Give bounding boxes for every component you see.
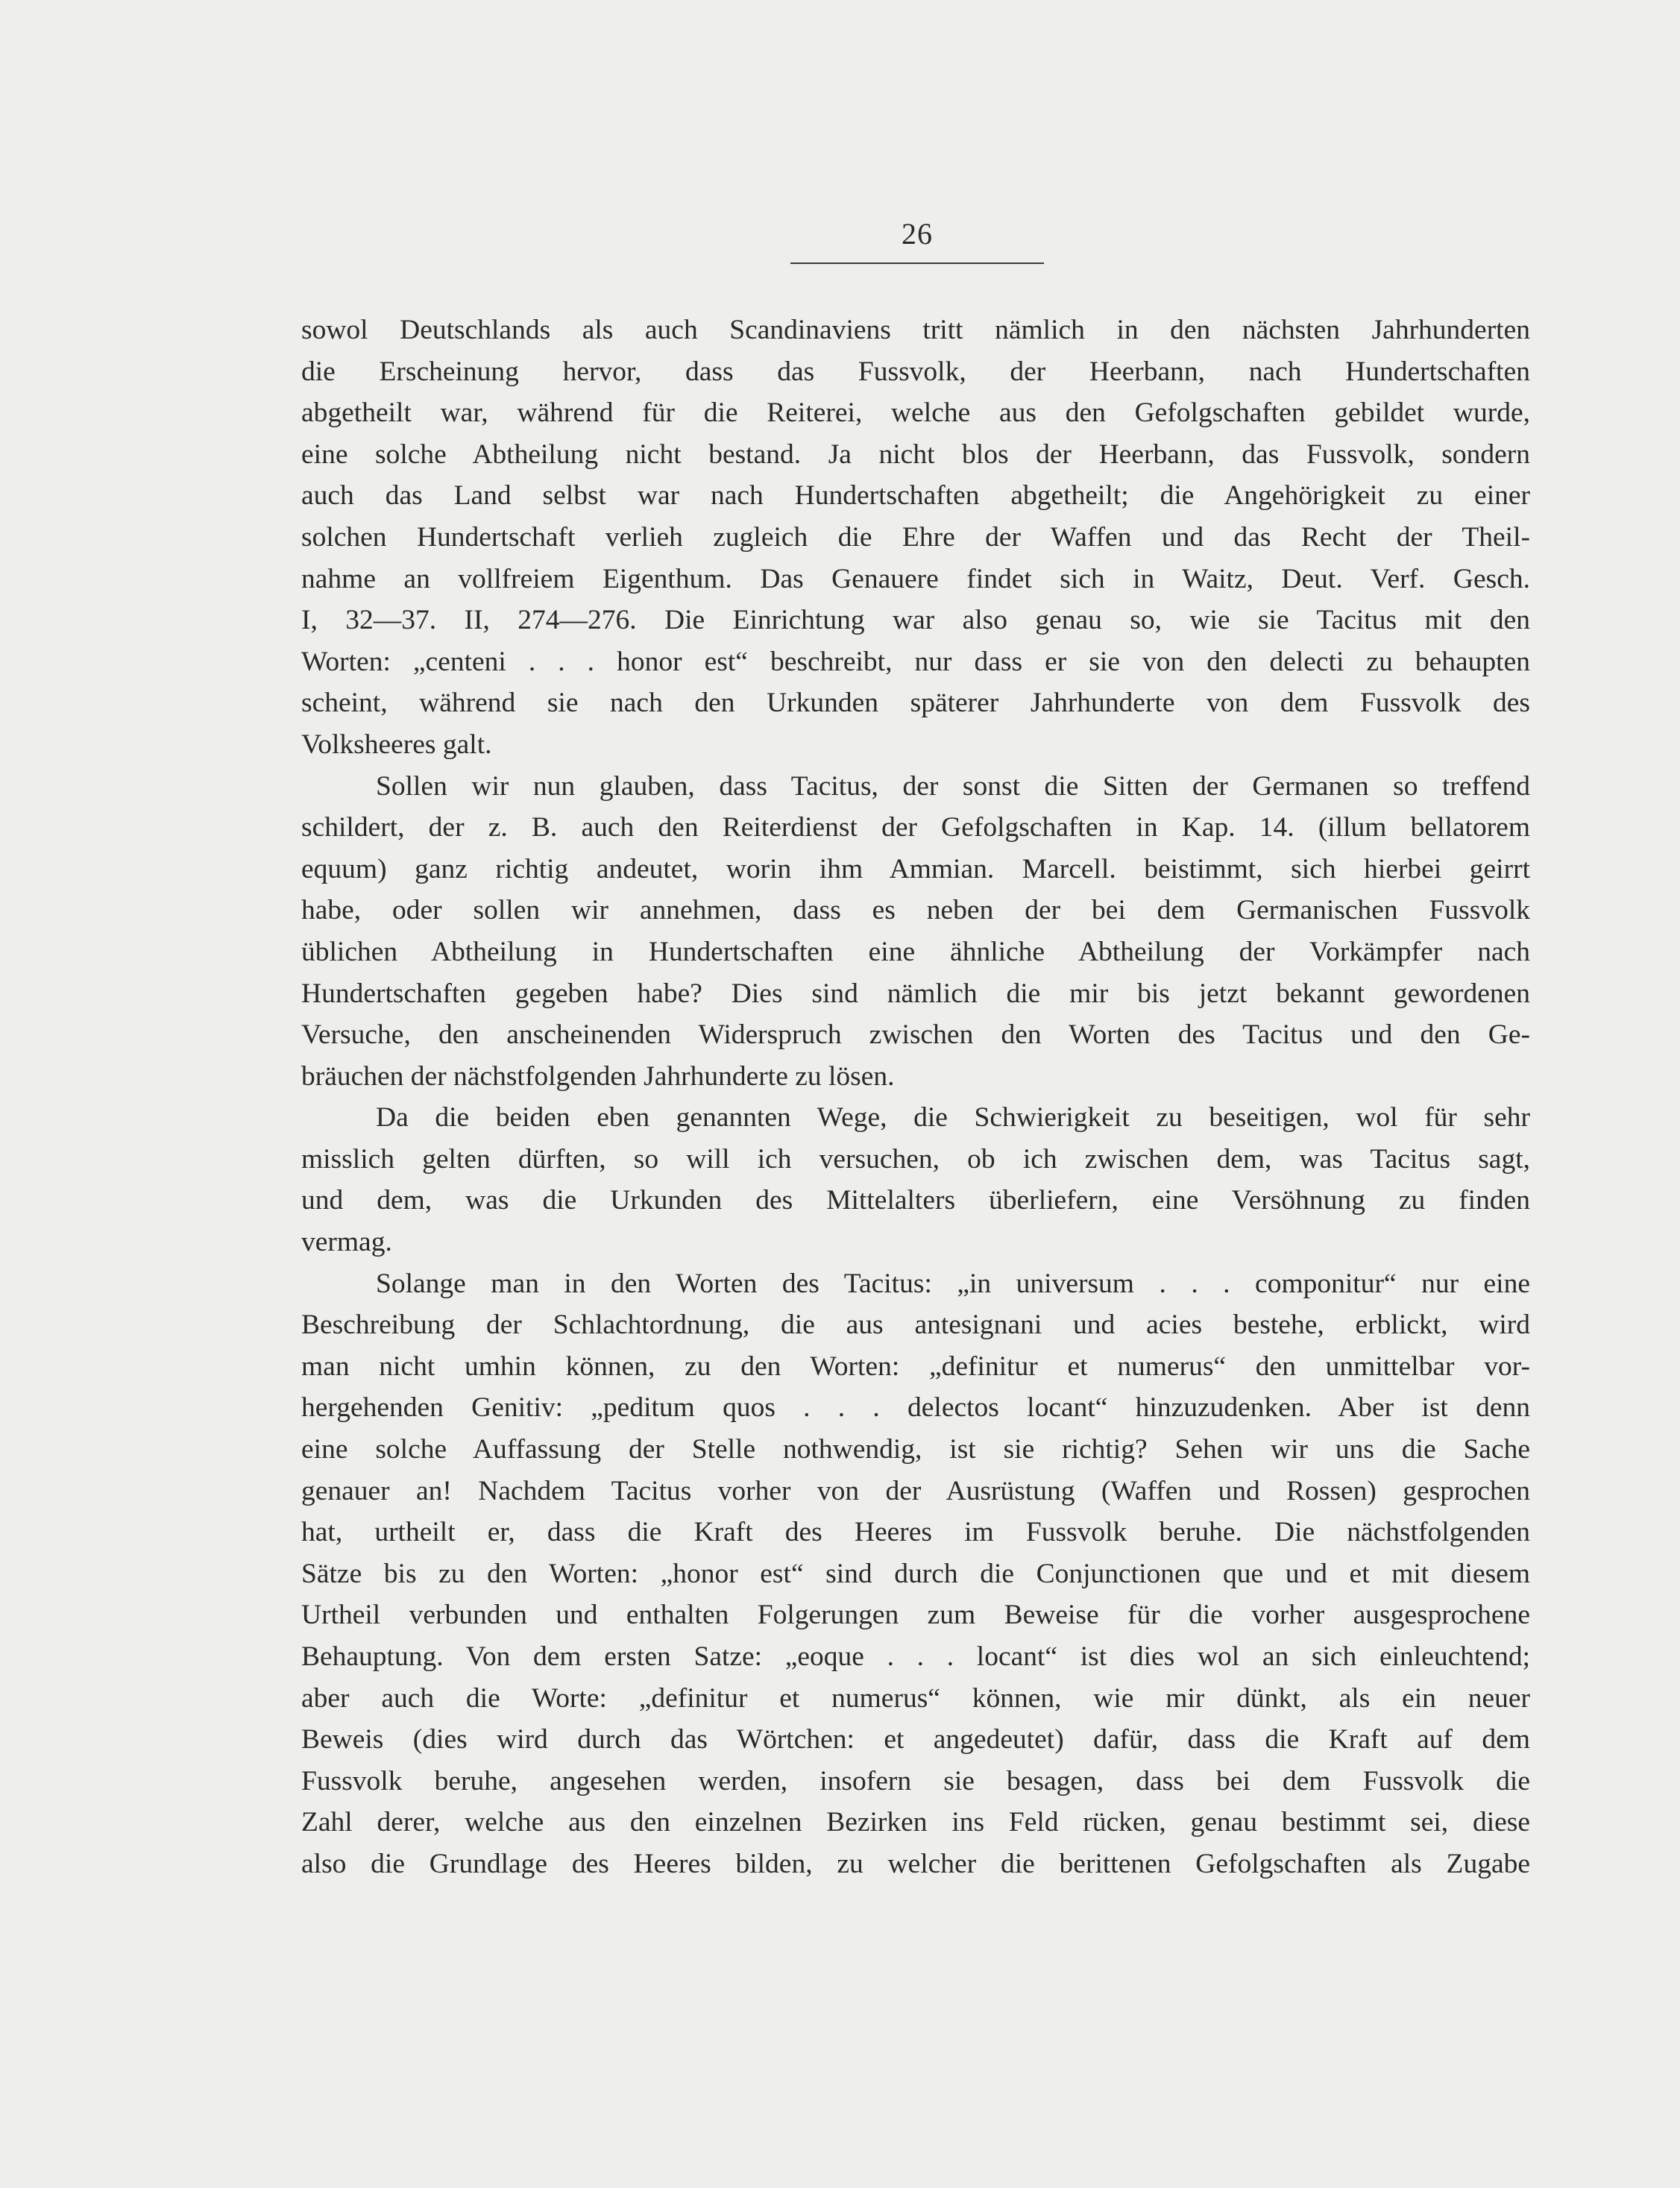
header-rule (790, 263, 1044, 264)
text-line: nahme an vollfreiem Eigenthum. Das Genauere findet sich in Waitz, Deut. Verf. Gesch. (301, 563, 1530, 594)
text-line: Urtheil verbunden und enthalten Folgerungen zum Beweise für die vorher ausgesprochene (301, 1600, 1530, 1631)
body-text (301, 309, 1530, 1885)
text-line: Fussvolk beruhe, angesehen werden, insofern sie besagen, dass bei dem Fussvolk die (301, 1765, 1530, 1796)
text-line: und dem, was die Urkunden des Mittelalters überliefern, eine Versöhnung zu finden (301, 1185, 1530, 1216)
text-line: Solange man in den Worten des Tacitus: „in universum . . . componitur“ nur eine (376, 1268, 1530, 1299)
text-line: bräuchen der nächstfolgenden Jahrhunderte zu lösen. (301, 1060, 895, 1092)
text-line: üblichen Abtheilung in Hundertschaften eine ähnliche Abtheilung der Vorkämpfer nach (301, 936, 1530, 967)
text-line: genauer an! Nachdem Tacitus vorher von der Ausrüstung (Waffen und Rossen) gesprochen (301, 1475, 1530, 1506)
text-line: Hundertschaften gegeben habe? Dies sind nämlich die mir bis jetzt bekannt gewordenen (301, 978, 1530, 1009)
text-line: eine solche Abtheilung nicht bestand. Ja nicht blos der Heerbann, das Fussvolk, sondern (301, 438, 1530, 470)
text-line: abgetheilt war, während für die Reiterei, welche aus den Gefolgschaften gebildet wurde, (301, 397, 1530, 429)
text-line: equum) ganz richtig andeutet, worin ihm Ammian. Marcell. beistimmt, sich hierbei geirrt (301, 853, 1530, 884)
text-line: die Erscheinung hervor, dass das Fussvolk, der Heerbann, nach Hundertschaften (301, 356, 1530, 387)
text-line: schildert, der z. B. auch den Reiterdienst der Gefolgschaften in Kap. 14. (illum bellatorem (301, 812, 1530, 843)
text-line: auch das Land selbst war nach Hundertschaften abgetheilt; die Angehörigkeit zu einer (301, 480, 1530, 512)
text-line: Da die beiden eben genannten Wege, die Schwierigkeit zu beseitigen, wol für sehr (376, 1102, 1530, 1134)
text-line: hat, urtheilt er, dass die Kraft des Heeres im Fussvolk beruhe. Die nächstfolgenden (301, 1517, 1530, 1548)
text-line: Beweis (dies wird durch das Wörtchen: et angedeutet) dafür, dass die Kraft auf dem (301, 1724, 1530, 1755)
text-line: Behauptung. Von dem ersten Satze: „eoque . . . locant“ ist dies wol an sich einleuchtend; (301, 1641, 1530, 1672)
text-line: hergehenden Genitiv: „peditum quos . . . delectos locant“ hinzuzudenken. Aber ist denn (301, 1392, 1530, 1424)
text-line: Volksheeres galt. (301, 729, 492, 760)
text-line: aber auch die Worte: „definitur et numerus“ können, wie mir dünkt, als ein neuer (301, 1682, 1530, 1714)
text-line: Sollen wir nun glauben, dass Tacitus, der sonst die Sitten der Germanen so treffend (376, 770, 1530, 802)
text-line: Sätze bis zu den Worten: „honor est“ sind durch die Conjunctionen que und et mit diesem (301, 1558, 1530, 1589)
text-line: Beschreibung der Schlachtordnung, die aus antesignani und acies bestehe, erblickt, wird (301, 1310, 1530, 1341)
text-line: scheint, während sie nach den Urkunden späterer Jahrhunderte von dem Fussvolk des (301, 688, 1530, 719)
text-line: Versuche, den anscheinenden Widerspruch zwischen den Worten des Tacitus und den Ge- (301, 1019, 1530, 1051)
text-line: misslich gelten dürften, so will ich versuchen, ob ich zwischen dem, was Tacitus sagt, (301, 1143, 1530, 1175)
text-line: also die Grundlage des Heeres bilden, zu welcher die berittenen Gefolgschaften als Zugabe (301, 1848, 1530, 1879)
text-line: eine solche Auffassung der Stelle nothwendig, ist sie richtig? Sehen wir uns die Sache (301, 1434, 1530, 1465)
text-line: I, 32—37. II, 274—276. Die Einrichtung war also genau so, wie sie Tacitus mit den (301, 605, 1530, 636)
text-line: man nicht umhin können, zu den Worten: „definitur et numerus“ den unmittelbar vor- (301, 1351, 1530, 1382)
text-line: Worten: „centeni . . . honor est“ beschreibt, nur dass er sie von den delecti zu behaupten (301, 646, 1530, 677)
text-line: solchen Hundertschaft verlieh zugleich die Ehre der Waffen und das Recht der Theil- (301, 521, 1530, 553)
text-line: vermag. (301, 1227, 392, 1258)
page-number: 26 (902, 217, 933, 251)
text-line: Zahl derer, welche aus den einzelnen Bezirken ins Feld rücken, genau bestimmt sei, diese (301, 1807, 1530, 1838)
text-line: habe, oder sollen wir annehmen, dass es neben der bei dem Germanischen Fussvolk (301, 895, 1530, 926)
text-line: sowol Deutschlands als auch Scandinaviens tritt nämlich in den nächsten Jahrhunderten (301, 315, 1530, 345)
